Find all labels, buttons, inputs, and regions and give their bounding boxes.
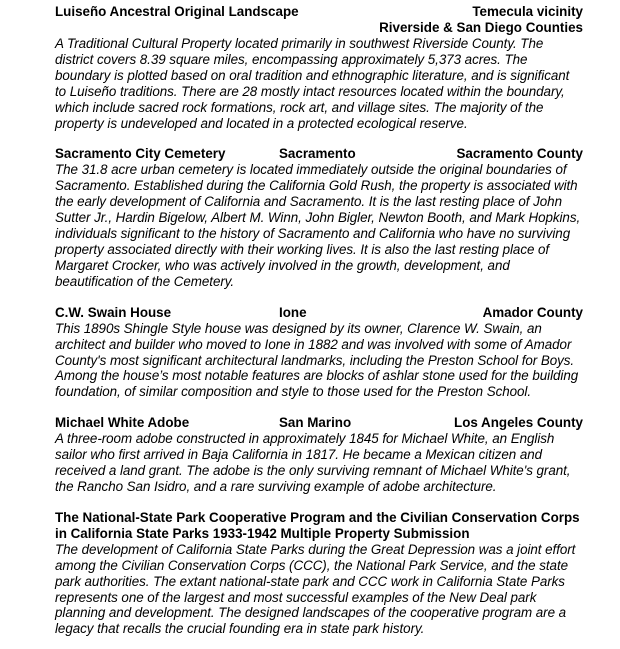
property-name: C.W. Swain House bbox=[55, 304, 172, 320]
property-name: Michael White Adobe bbox=[55, 415, 190, 431]
property-description: The development of California State Parks during the Great Depression was a joint effort among the Civilian Conservation Corps (CCC), the National Park Service, and the state park authorities. The extant national-state park and CCC work in California State Parks represents one of the largest and most successful examples of the New Deal park planning and development. The designed landscapes of the cooperative program are a legacy that recalls the crucial founding era in state park history. bbox=[55, 541, 576, 637]
property-county: Los Angeles County bbox=[454, 415, 583, 431]
property-location: Sacramento bbox=[279, 146, 356, 162]
property-entry-swain-house bbox=[55, 305, 583, 401]
property-location: San Marino bbox=[279, 415, 352, 431]
property-name: The National-State Park Cooperative Program and the Civilian Conservation Corps in California State Parks 1933-1942 Multiple Property Submission bbox=[55, 509, 580, 541]
property-county: Sacramento County bbox=[456, 146, 583, 162]
property-description: A three-room adobe constructed in approximately 1845 for Michael White, an English sailor who first arrived in Baja California in 1817. He became a Mexican citizen and received a land grant. The adobe is the only surviving remnant of Michael White's grant, the Rancho San Isidro, and a rare surviving example of adobe architecture. bbox=[55, 431, 571, 494]
property-description: This 1890s Shingle Style house was designed by its owner, Clarence W. Swain, an architect and builder who moved to Ione in 1882 and was involved with some of Amador County's most significant architectural landmarks, including the Preston School for Boys. Among the house’s most notable features are blocks of ashlar stone used for the building foundation, of similar composition and style to those used for the Preston School. bbox=[55, 320, 579, 400]
property-description: A Traditional Cultural Property located primarily in southwest Riverside County. The district covers 8.39 square miles, encompassing approximately 5,373 acres. The boundary is plotted based on oral tradition and ethnographic literature, and is significant to Luiseño traditions. There are 28 mostly intact resources located within the boundary, which include sacred rock formations, rock art, and village sites. The majority of the property is undeveloped and located in a protected ecological reserve. bbox=[55, 36, 570, 131]
property-entry-ccc-mps bbox=[55, 510, 583, 637]
property-description: The 31.8 acre urban cemetery is located immediately outside the original boundaries of Sacramento. Established during the California Gold Rush, the property is associated with the early development of California and Sacramento. It is the last resting place of John Sutter Jr., Hardin Bigelow, Albert M. Winn, John Bigler, Newton Booth, and Mark Hopkins, individuals significant to the history of Sacramento and California who have no surviving property associated directly with their working lives. It is also the last resting place of Margaret Crocker, who was actively involved in the growth, development, and beautification of the Cemetery. bbox=[55, 162, 581, 289]
entry-heading bbox=[55, 305, 583, 321]
property-county: Amador County bbox=[482, 304, 583, 320]
entry-heading bbox=[55, 146, 583, 162]
property-name: Sacramento City Cemetery bbox=[55, 146, 226, 162]
property-location: Ione bbox=[279, 304, 307, 320]
entry-heading bbox=[55, 510, 583, 542]
property-name: Luiseño Ancestral Original Landscape bbox=[55, 4, 299, 19]
property-location: Temecula vicinity bbox=[472, 4, 583, 19]
document-page bbox=[55, 4, 583, 637]
property-entry-sacramento-cemetery bbox=[55, 146, 583, 289]
property-county: Riverside & San Diego Counties bbox=[379, 20, 583, 35]
property-entry-luiseno bbox=[55, 4, 583, 131]
entry-heading bbox=[55, 415, 583, 431]
property-entry-white-adobe bbox=[55, 415, 583, 495]
entry-heading bbox=[55, 4, 583, 36]
